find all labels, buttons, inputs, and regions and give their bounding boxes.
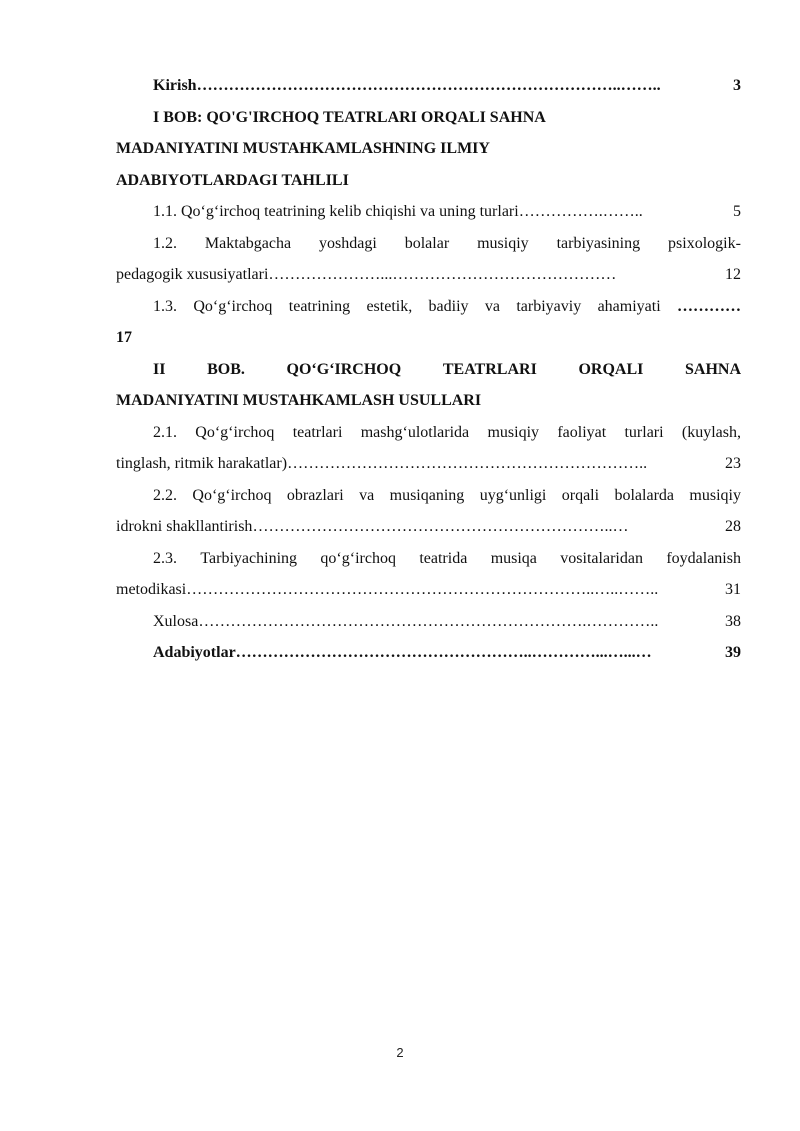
toc-entry-1-3-line-1[interactable] bbox=[116, 295, 741, 327]
chapter-1-heading-line-1[interactable]: I BOB: QO'G'IRCHOQ TEATRLARI ORQALI SAHNA bbox=[153, 108, 546, 126]
toc-word: bolalarda bbox=[614, 486, 674, 504]
toc-word: tarbiyasining bbox=[556, 234, 641, 252]
toc-title: Adabiyotlar bbox=[153, 644, 236, 661]
toc-word: musiqaning bbox=[389, 486, 465, 504]
toc-word: badiiy bbox=[428, 297, 469, 315]
toc-page-number: 39 bbox=[725, 644, 741, 661]
chapter-2-heading-line-2[interactable]: MADANIYATINI MUSTAHKAMLASH USULLARI bbox=[116, 392, 482, 409]
toc-entry-1-2-line-1[interactable] bbox=[116, 232, 741, 264]
toc-word: musiqiy bbox=[477, 234, 529, 252]
toc-title: idrokni shakllantirish bbox=[116, 518, 253, 535]
toc-entry-adabiyotlar[interactable] bbox=[116, 641, 741, 673]
toc-word: turlari bbox=[624, 423, 664, 441]
toc-word: ahamiyati bbox=[597, 297, 661, 315]
toc-entry-2-3-line-1[interactable] bbox=[116, 547, 741, 579]
toc-page-number: 38 bbox=[725, 612, 741, 630]
toc-word: bolalar bbox=[404, 234, 450, 252]
toc-word: obrazlari bbox=[286, 486, 344, 504]
toc-word: uyg‘unligi bbox=[479, 486, 547, 504]
toc-word: tarbiyaviy bbox=[516, 297, 582, 315]
toc-word: 2.3. bbox=[153, 549, 177, 567]
chapter-1-heading-line-3[interactable]: ADABIYOTLARDAGI TAHLILI bbox=[116, 171, 349, 189]
toc-title: tinglash, ritmik harakatlar) bbox=[116, 455, 288, 472]
toc-page-number: 5 bbox=[733, 203, 741, 220]
toc-word: orqali bbox=[561, 486, 600, 504]
toc-dots: …………….…….. bbox=[518, 203, 643, 220]
toc-word: va bbox=[359, 486, 375, 504]
toc-word: BOB. bbox=[207, 360, 245, 378]
toc-entry-xulosa[interactable] bbox=[116, 610, 741, 642]
toc-page-number[interactable]: 17 bbox=[116, 329, 132, 346]
toc-entry-2-2-line-1[interactable] bbox=[116, 484, 741, 516]
toc-word: QO‘G‘IRCHOQ bbox=[286, 360, 402, 378]
toc-word: 1.3. bbox=[153, 297, 177, 315]
toc-word: 2.2. bbox=[153, 486, 177, 504]
toc-word: va bbox=[484, 297, 500, 315]
toc-dots: …………………………………………………………………..…..…….. bbox=[186, 581, 659, 598]
toc-entry-2-1-line-2[interactable] bbox=[116, 452, 741, 484]
toc-word: yoshdagi bbox=[319, 234, 377, 252]
toc-word: Tarbiyachining bbox=[200, 549, 298, 567]
chapter-2-heading-line-1[interactable] bbox=[116, 358, 741, 390]
toc-title: pedagogik xususiyatlari bbox=[116, 266, 269, 283]
toc-word: qo‘g‘irchoq bbox=[320, 549, 396, 567]
toc-dots: …………………………………………………………..… bbox=[252, 518, 629, 535]
table-of-contents bbox=[116, 74, 741, 673]
toc-entry-2-3-line-2[interactable] bbox=[116, 578, 741, 610]
toc-word: vositalaridan bbox=[560, 549, 643, 567]
toc-dots: ……………………………………………………………….………….. bbox=[198, 612, 659, 630]
toc-word: Qo‘g‘irchoq bbox=[195, 423, 275, 441]
toc-word: mashg‘ulotlarida bbox=[360, 423, 470, 441]
toc-title: Kirish bbox=[153, 77, 197, 94]
toc-word: teatrida bbox=[419, 549, 468, 567]
toc-entry-2-2-line-2[interactable] bbox=[116, 515, 741, 547]
toc-word: foydalanish bbox=[666, 549, 741, 567]
toc-entry-1-2-line-2[interactable] bbox=[116, 263, 741, 295]
toc-entry-1-1[interactable] bbox=[116, 200, 741, 232]
toc-word: II bbox=[153, 360, 166, 378]
toc-title: 1.1. Qo‘g‘irchoq teatrining kelib chiqishi va uning turlari bbox=[153, 203, 519, 220]
toc-word: musiqiy bbox=[487, 423, 540, 441]
toc-page-number: 3 bbox=[733, 77, 741, 94]
toc-page-number: 31 bbox=[725, 581, 741, 598]
toc-word: 1.2. bbox=[153, 234, 177, 252]
toc-dots: ……………………………………………………………………..…….. bbox=[196, 77, 661, 94]
toc-dots: …………………...…………………………………… bbox=[268, 266, 617, 283]
toc-dots: ………… bbox=[677, 297, 741, 315]
toc-word: teatrining bbox=[288, 297, 351, 315]
toc-entry-2-1-line-1[interactable] bbox=[116, 421, 741, 453]
toc-page-number: 23 bbox=[725, 455, 741, 472]
toc-word: faoliyat bbox=[557, 423, 607, 441]
toc-word: musiqiy bbox=[689, 486, 741, 504]
toc-word: estetik, bbox=[366, 297, 413, 315]
toc-word: SAHNA bbox=[684, 360, 741, 378]
page-number: 2 bbox=[396, 1045, 404, 1060]
toc-title: metodikasi bbox=[116, 581, 187, 598]
toc-dots: ………………………………………………..…………...…...… bbox=[235, 644, 652, 661]
toc-entry-kirish[interactable] bbox=[116, 74, 741, 106]
chapter-1-heading-line-2[interactable]: MADANIYATINI MUSTAHKAMLASHNING ILMIY bbox=[116, 140, 490, 157]
toc-word: (kuylash, bbox=[681, 423, 741, 441]
toc-dots: ………………………………………………………….. bbox=[287, 455, 648, 472]
toc-page-number: 12 bbox=[725, 266, 741, 283]
toc-word: teatrlari bbox=[292, 423, 343, 441]
toc-word: musiqa bbox=[490, 549, 537, 567]
toc-word: Maktabgacha bbox=[204, 234, 292, 252]
toc-page-number: 28 bbox=[725, 518, 741, 535]
toc-word: Qo‘g‘irchoq bbox=[192, 486, 272, 504]
toc-word: 2.1. bbox=[153, 423, 177, 441]
toc-word: Qo‘g‘irchoq bbox=[193, 297, 273, 315]
toc-word: psixologik- bbox=[668, 234, 741, 252]
toc-word: ORQALI bbox=[578, 360, 644, 378]
toc-word: TEATRLARI bbox=[442, 360, 537, 378]
toc-title: Xulosa bbox=[153, 612, 199, 630]
